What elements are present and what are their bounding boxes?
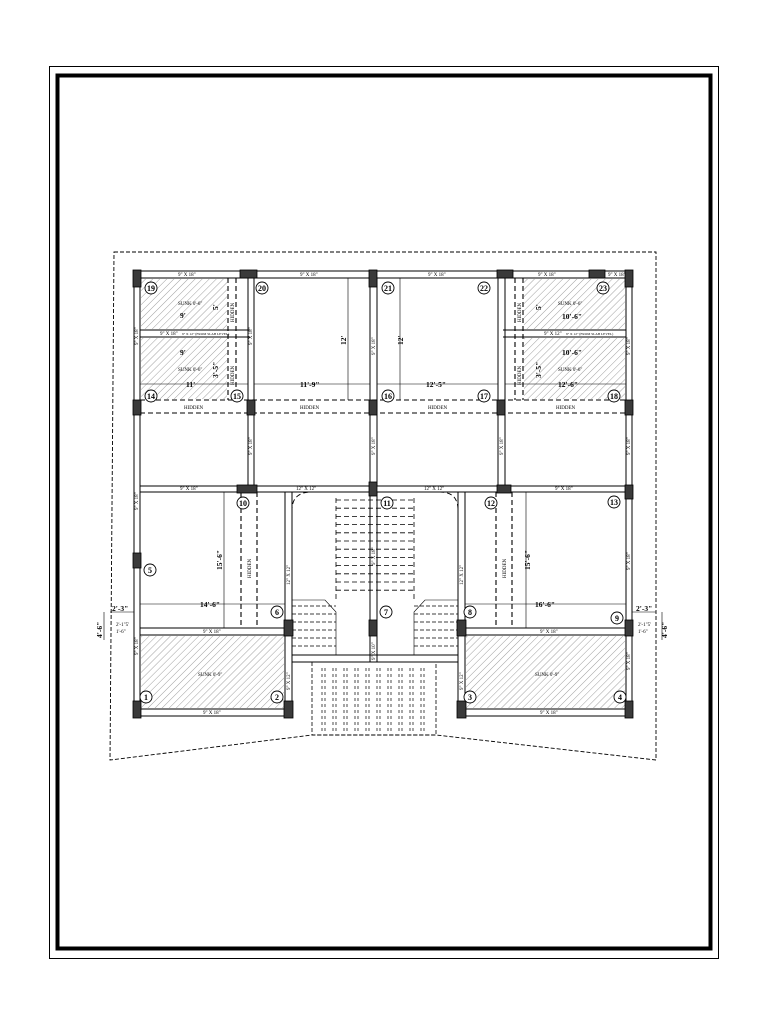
dim-label: 11' [186, 380, 196, 389]
dim-label: 2'-3" [636, 604, 653, 613]
beam-label: 9" X 18" [627, 552, 632, 570]
column-number-11: 11 [383, 499, 391, 508]
column-number-3: 3 [468, 693, 472, 702]
beam-label: 9" X 18" [203, 630, 221, 635]
column-block [625, 270, 633, 287]
column-block [237, 485, 257, 493]
column-number-16: 16 [384, 392, 392, 401]
dim-label: 12' [339, 335, 348, 345]
dim-label: 10'-6" [562, 348, 582, 357]
dim-label: 5' [534, 304, 543, 310]
column-block [133, 400, 141, 415]
dim-label: 12'-6" [558, 380, 578, 389]
dim-label: 2'-1"5' [116, 623, 130, 628]
beam-label: 9" X 18" [135, 637, 140, 655]
column-number-15: 15 [233, 392, 241, 401]
column-block [497, 270, 513, 278]
column-number-14: 14 [147, 392, 155, 401]
beam-label: 9" X 18" [160, 332, 178, 337]
column-block [497, 485, 511, 493]
beam-label: 9" X 18" [300, 273, 318, 278]
column-number-1: 1 [144, 693, 148, 702]
column-number-17: 17 [480, 392, 488, 401]
column-number-21: 21 [384, 284, 392, 293]
beam-label: 9" X 18" [540, 630, 558, 635]
beam-label: 9" X 18" [372, 337, 377, 355]
dim-label: 14'-6" [200, 600, 220, 609]
column-block [457, 620, 466, 636]
dim-label: 11'-9" [300, 380, 320, 389]
column-block [284, 620, 293, 636]
column-number-9: 9 [615, 614, 619, 623]
beam-label: 9" X 18" [627, 437, 632, 455]
column-number-13: 13 [610, 498, 618, 507]
hidden-beam-labels [184, 406, 576, 411]
beam-label: 9" X 18" [428, 273, 446, 278]
column-block [133, 701, 141, 718]
column-block [457, 701, 466, 718]
column-block [497, 400, 505, 415]
column-block [284, 701, 293, 718]
column-block [247, 400, 255, 415]
flight-outline [312, 662, 436, 735]
column-number-5: 5 [148, 566, 152, 575]
beam-label: 9" X 18" [627, 652, 632, 670]
column-number-18: 18 [610, 392, 618, 401]
sunk-label: SUNK 0'-6" [178, 368, 203, 373]
column-number-19: 19 [147, 284, 155, 293]
dim-label: 1'-6" [116, 630, 126, 635]
dim-label: 3'-5" [534, 361, 543, 378]
column-block [625, 485, 633, 499]
dim-label: 4'-6" [660, 621, 669, 638]
dim-label: 2'-1"5' [638, 623, 652, 628]
column-block [369, 620, 377, 636]
column-number-7: 7 [384, 608, 388, 617]
beam-label: 9" X 12" [544, 332, 562, 337]
beam-label: 9" X 18" [135, 492, 140, 510]
column-number-6: 6 [275, 608, 279, 617]
dim-label: 3'-5" [211, 361, 220, 378]
sunk-label: SUNK 0'-6" [558, 302, 583, 307]
beam-label: 12" X 12" [460, 564, 465, 585]
dim-label: 5' [211, 304, 220, 310]
beam-label: 9" X 18" [538, 273, 556, 278]
beam-label: 12" X 12" [424, 487, 445, 492]
hidden-label: HIDDEN [518, 365, 523, 385]
beam-note: 9" X 12" (FROM SLAB LEVEL) [182, 332, 230, 336]
column-block [625, 701, 633, 718]
beam-label: 9" X 18" [249, 437, 254, 455]
beam-label: 9" X 18" [203, 711, 221, 716]
hidden-label: HIDDEN [556, 406, 576, 411]
column-number-23: 23 [599, 284, 607, 293]
dim-label: 10'-6" [562, 312, 582, 321]
column-number-10: 10 [239, 499, 247, 508]
dim-label: 12'-5" [426, 380, 446, 389]
sunk-label: SUNK 0'-6" [558, 368, 583, 373]
column-block [625, 620, 633, 636]
beam-label: 9" X 18" [135, 327, 140, 345]
beam-label: 9" X 18" [372, 547, 377, 565]
column-block [625, 400, 633, 415]
lower-flight [312, 662, 436, 735]
column-block [369, 400, 377, 415]
beam-label: 9" X 12" [287, 672, 292, 690]
column-block [133, 270, 141, 287]
beam-label: 9" X 18" [372, 437, 377, 455]
sunk-label: SUNK 0'-9" [535, 673, 560, 678]
dim-label: 12' [396, 335, 405, 345]
column-number-20: 20 [258, 284, 266, 293]
hidden-label: HIDDEN [231, 365, 236, 385]
column-number-12: 12 [487, 499, 495, 508]
beam-label: 9" X 18" [608, 273, 626, 278]
hidden-label: HIDDEN [428, 406, 448, 411]
outer-frame [50, 67, 719, 959]
beam-label: 9" X 18" [555, 487, 573, 492]
column-block [369, 482, 377, 496]
column-block [133, 553, 141, 568]
beam-label: 9" X 18" [180, 487, 198, 492]
column-number-2: 2 [275, 693, 279, 702]
hidden-label: HIDDEN [248, 558, 253, 578]
column-number-4: 4 [618, 693, 622, 702]
column-block [369, 270, 377, 287]
beam-label: 9" X 10" [372, 642, 377, 660]
dim-label: 15'-6" [523, 550, 532, 570]
dim-label: 2'-3" [112, 604, 129, 613]
beam-label: 9" X 12" [460, 672, 465, 690]
beam-label: 12" X 12" [296, 487, 317, 492]
dim-label: 9' [180, 311, 186, 320]
sunk-label: SUNK 0'-6" [178, 302, 203, 307]
beam-label: 9" X 18" [249, 327, 254, 345]
column-block [240, 270, 257, 278]
beam-label: 9" X 18" [540, 711, 558, 716]
hidden-label: HIDDEN [503, 558, 508, 578]
beam-label: 9" X 18" [178, 273, 196, 278]
hidden-label: HIDDEN [518, 302, 523, 322]
sunk-areas [141, 279, 625, 708]
hidden-label: HIDDEN [231, 302, 236, 322]
sunk-label: SUNK 0'-9" [198, 673, 223, 678]
hidden-label: HIDDEN [184, 406, 204, 411]
beam-label: 9" X 18" [627, 337, 632, 355]
dim-label: 16'-6" [535, 600, 555, 609]
dim-label: 9' [180, 348, 186, 357]
column-number-8: 8 [468, 608, 472, 617]
hidden-label: HIDDEN [300, 406, 320, 411]
beam-note: 9" X 12" (FROM SLAB LEVEL) [566, 332, 614, 336]
beam-label: 9" X 18" [500, 437, 505, 455]
dim-label: 15'-6" [215, 550, 224, 570]
dim-label: 4'-6" [95, 621, 104, 638]
beam-label: 12" X 12" [287, 564, 292, 585]
inner-frame [58, 76, 711, 949]
dim-label: 1'-6" [638, 630, 648, 635]
column-number-22: 22 [480, 284, 488, 293]
column-block [589, 270, 605, 278]
